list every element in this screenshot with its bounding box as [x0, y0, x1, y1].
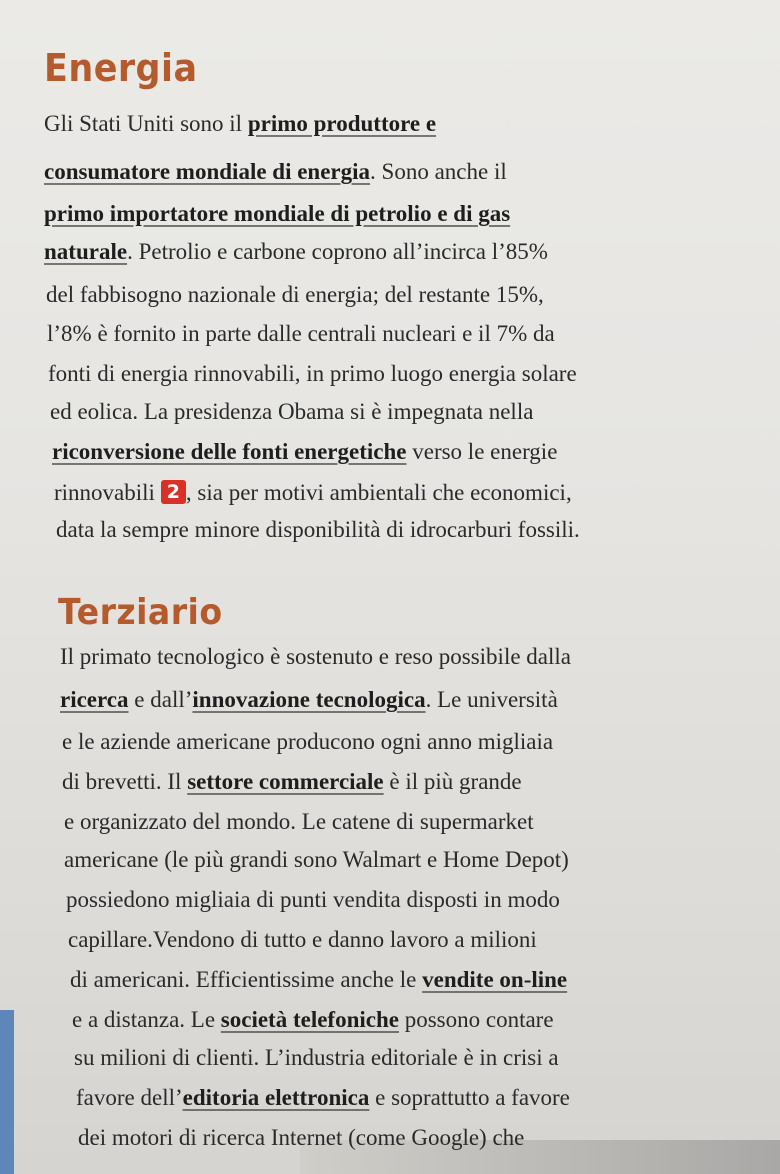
terziario-line-2: ricerca e dall’innovazione tecnologica. Le università: [60, 687, 558, 712]
terziario-line-6: americane (le più grandi sono Walmart e Home Depot): [64, 847, 569, 872]
energia-line-1: Gli Stati Uniti sono il primo produttore e: [44, 111, 437, 136]
terziario-line-10: e a distanza. Le società telefoniche possono contare: [72, 1007, 554, 1032]
energia-line-2: consumatore mondiale di energia. Sono anche il: [44, 159, 507, 184]
energia-line-10: rinnovabili 2 , sia per motivi ambientali che economici,: [54, 480, 572, 505]
terziario-line-5: e organizzato del mondo. Le catene di supermarket: [64, 809, 534, 834]
terziario-line-7: possiedono migliaia di punti vendita disposti in modo: [66, 887, 560, 912]
terziario-line-4: di brevetti. Il settore commerciale è il più grande: [62, 769, 522, 794]
term-primo-importatore: primo importatore mondiale di petrolio e di gas: [44, 201, 511, 226]
term-primo-produttore: primo produttore e: [247, 111, 437, 136]
energia-line-6: l’8% è fornito in parte dalle centrali nucleari e il 7% da: [47, 321, 555, 346]
term-consumatore-mondiale: consumatore mondiale di energia: [44, 159, 371, 184]
figure-reference-badge[interactable]: 2: [161, 480, 186, 504]
energia-line-9: riconversione delle fonti energetiche verso le energie: [52, 439, 558, 464]
energia-line-5: del fabbisogno nazionale di energia; del restante 15%,: [46, 282, 544, 307]
energia-line-3: [44, 202, 510, 225]
term-vendite-online: vendite on-line: [422, 967, 568, 992]
terziario-line-3: e le aziende americane producono ogni anno migliaia: [62, 729, 554, 754]
term-editoria-elettronica: editoria elettronica: [182, 1085, 370, 1110]
energia-line-11: data la sempre minore disponibilità di idrocarburi fossili.: [56, 517, 580, 542]
energia-line-4: naturale. Petrolio e carbone coprono all’incirca l’85%: [44, 239, 548, 264]
terziario-line-9: di americani. Efficientissime anche le vendite on-line: [70, 967, 568, 992]
terziario-line-12: favore dell’editoria elettronica e soprattutto a favore: [76, 1085, 570, 1110]
terziario-line-8: capillare.Vendono di tutto e danno lavoro a milioni: [68, 927, 537, 952]
term-innovazione: innovazione tecnologica: [192, 687, 426, 712]
page-edge-blue: [0, 1010, 14, 1174]
terziario-line-11: su milioni di clienti. L’industria editoriale è in crisi a: [74, 1045, 559, 1070]
heading-terziario: Terziario: [58, 592, 223, 633]
terziario-line-13: dei motori di ricerca Internet (come Google) che: [78, 1125, 525, 1150]
term-societa-telefoniche: società telefoniche: [220, 1007, 399, 1032]
term-settore-commerciale: settore commerciale: [187, 769, 384, 794]
term-riconversione: riconversione delle fonti energetiche: [52, 439, 407, 464]
term-naturale: naturale: [44, 239, 128, 264]
terziario-line-1: Il primato tecnologico è sostenuto e reso possibile dalla: [60, 644, 571, 669]
heading-energia: Energia: [44, 46, 198, 90]
term-ricerca: ricerca: [60, 687, 129, 712]
energia-line-7: fonti di energia rinnovabili, in primo luogo energia solare: [48, 361, 577, 386]
energia-line-8: ed eolica. La presidenza Obama si è impegnata nella: [50, 399, 534, 424]
